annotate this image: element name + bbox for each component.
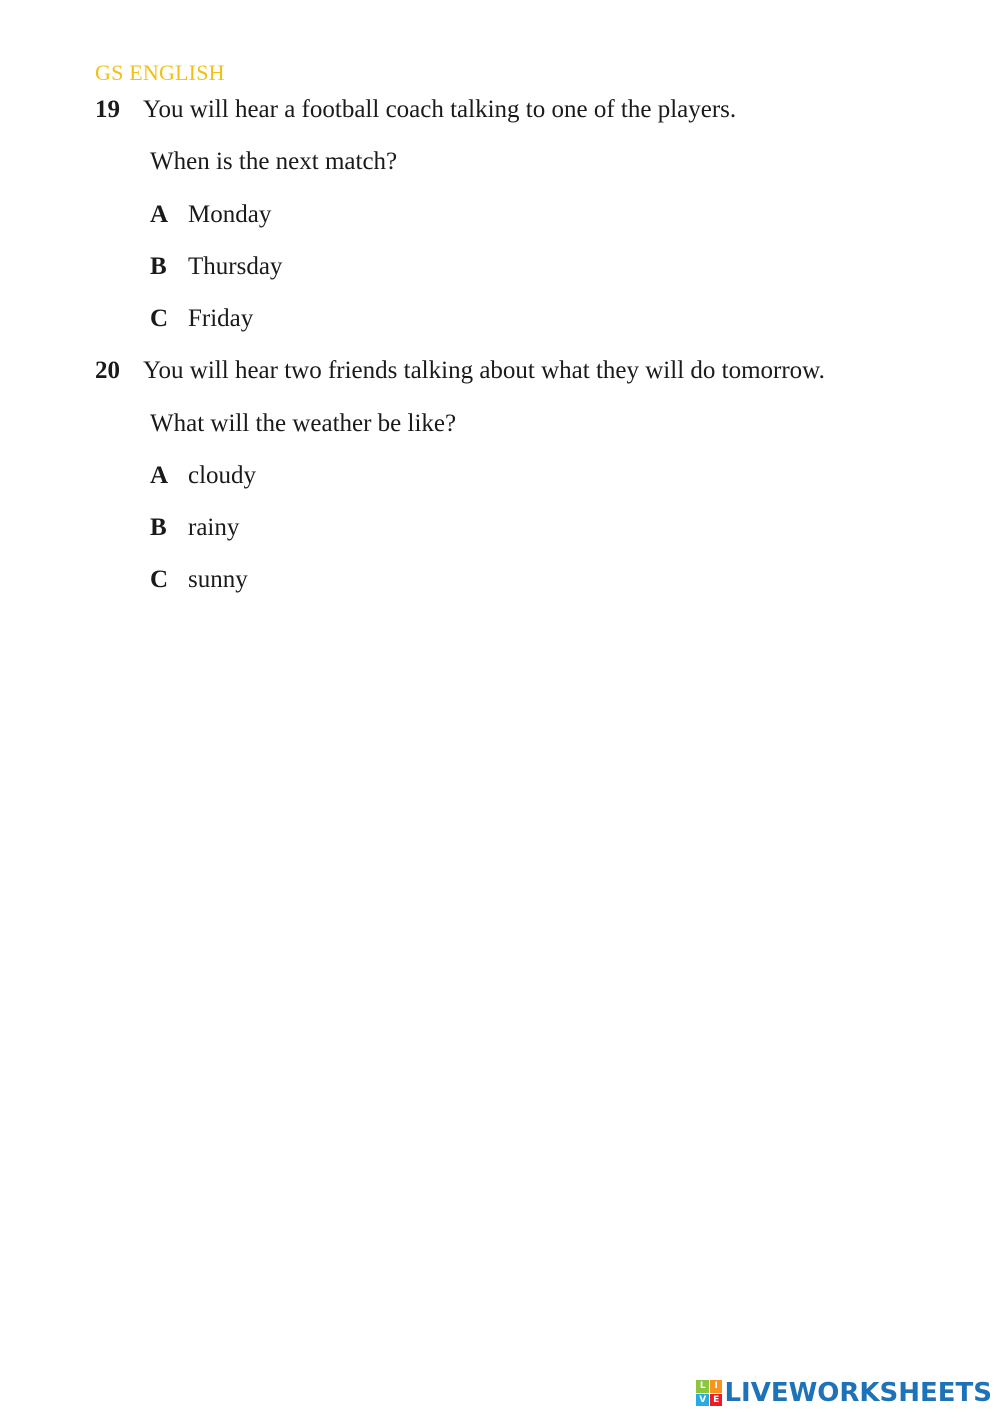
option-text: sunny (188, 566, 248, 593)
option-text: Friday (188, 305, 254, 332)
logo-badge-icon (696, 1380, 722, 1406)
option-text: Monday (188, 201, 272, 228)
logo-text: LIVEWORKSHEETS (724, 1378, 992, 1408)
option-20-c[interactable] (150, 566, 248, 594)
option-letter: B (150, 514, 167, 541)
option-20-b[interactable] (150, 514, 239, 542)
question-text: You will hear two friends talking about what they will do tomorrow. (143, 357, 825, 384)
question-prompt: When is the next match? (150, 148, 398, 175)
badge-letter: E (710, 1394, 723, 1407)
option-letter: C (150, 566, 169, 593)
question-number: 20 (95, 357, 120, 384)
question-19 (95, 96, 736, 124)
option-text: rainy (188, 514, 240, 541)
badge-letter: L (696, 1380, 709, 1393)
badge-letter: I (710, 1380, 723, 1393)
question-20 (95, 357, 825, 385)
liveworksheets-logo[interactable] (696, 1377, 992, 1409)
question-prompt: What will the weather be like? (150, 410, 457, 437)
option-19-a[interactable] (150, 201, 271, 229)
option-text: cloudy (188, 462, 257, 489)
option-letter: C (150, 305, 169, 332)
option-19-c[interactable] (150, 305, 253, 333)
question-number: 19 (95, 96, 120, 123)
option-letter: B (150, 253, 167, 280)
question-text: You will hear a football coach talking to one of the players. (143, 96, 737, 123)
option-text: Thursday (188, 253, 283, 280)
option-letter: A (150, 462, 169, 489)
option-letter: A (150, 201, 169, 228)
option-20-a[interactable] (150, 462, 256, 490)
header-label: GS ENGLISH (95, 60, 225, 85)
badge-letter: V (696, 1394, 709, 1407)
option-19-b[interactable] (150, 253, 282, 281)
